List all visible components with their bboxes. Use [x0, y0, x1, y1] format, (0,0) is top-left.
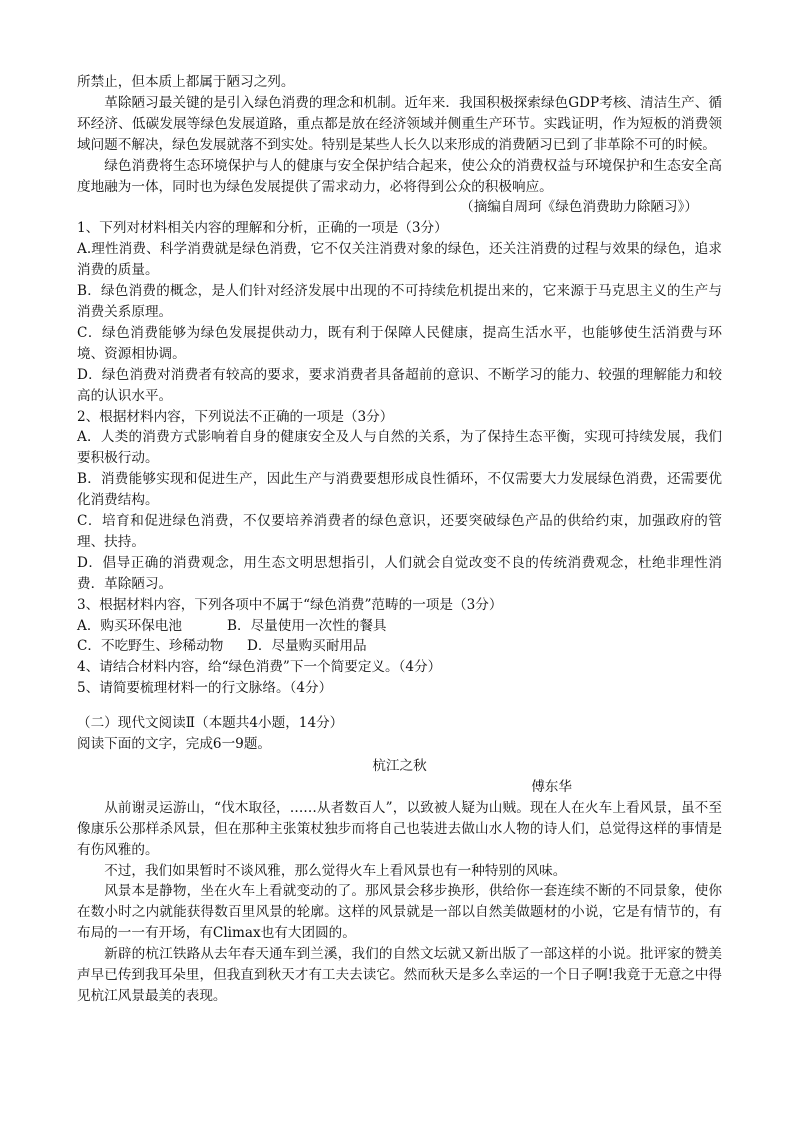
section-2-heading: （二）现代文阅读Ⅱ（本题共4小题，14分） — [77, 715, 344, 732]
question-2-option-a: A．人类的消费方式影响着自身的健康安全及人与自然的关系，为了保持生态平衡，实现可持续发展，我们要积极行动。 — [77, 429, 722, 467]
article-title: 杭江之秋 — [372, 758, 427, 774]
article-paragraph: 新辟的杭江铁路从去年春天通车到兰溪，我们的自然文坛就又新出版了一部这样的小说。批评家的赞美声早已传到我耳朵里，但我直到秋天才有工夫去读它。然而秋天是多么幸运的一个日子啊!我竟于无意之中得见杭江风景最美的表现。 — [77, 946, 722, 1004]
question-3-option-c: C．不吃野生、珍稀动物 — [77, 638, 224, 655]
question-2-stem: 2、根据材料内容，下列说法不正确的一项是（3分） — [77, 408, 394, 425]
question-3-option-a: A．购买环保电池 — [77, 617, 182, 634]
question-3-options-row-2 — [77, 636, 722, 657]
paragraph-continuation: 所禁止，但本质上都属于陋习之列。 — [77, 74, 295, 90]
document-body — [77, 72, 722, 1007]
paragraph-green-consumption-mechanism: 革除陋习最关键的是引入绿色消费的理念和机制。近年来．我国积极探索绿色GDP考核、清洁生产、循环经济、低碳发展等绿色发展道路，重点都是放在经济领域并侧重生产环节。实践证明，作为短板的消费领域问题不解决，绿色发展就落不到实处。特别是某些人长久以来形成的消费陋习已到了非革除不可的时候。 — [77, 94, 722, 153]
question-2-option-b: B．消费能够实现和促进生产，因此生产与消费要想形成良性循环，不仅需要大力发展绿色消费，还需要优化消费结构。 — [77, 471, 722, 509]
article-paragraph: 风景本是静物，坐在火车上看就变动的了。那风景会移步换形，供给你一套连续不断的不同景象，使你在数小时之内就能获得数百里风景的轮廓。这样的风景就是一部以自然美做题材的小说，它是有情节的，有布局的一一有开场，有Climax也有大团圆的。 — [77, 883, 722, 942]
question-3-stem: 3、根据材料内容，下列各项中不属于“绿色消费”范畴的一项是（3分） — [77, 596, 503, 613]
question-3-option-b: B．尽量使用一次性的餐具 — [227, 617, 387, 634]
article-paragraph: 从前谢灵运游山，“伐木取径，……从者数百人”，以致被人疑为山贼。现在人在火车上看风景，虽不至像康乐公那样杀风景，但在那种主张策杖独步而将自己也装进去做山水人物的诗人们，总觉得这样的事情是有伤风雅的。 — [77, 799, 722, 858]
question-1-stem: 1、下列对材料相关内容的理解和分析，正确的一项是（3分） — [77, 220, 448, 237]
question-3-options-row-1 — [77, 616, 722, 637]
question-1-option-b: B．绿色消费的概念，是人们针对经济发展中出现的不可持续危机提出来的，它来源于马克思主义的生产与消费关系原理。 — [77, 283, 722, 320]
question-2-option-d: D．倡导正确的消费观念，用生态文明思想指引，人们就会自觉改变不良的传统消费观念，杜绝非理性消费．革除陋习。 — [77, 554, 722, 592]
question-1-option-a: A.理性消费、科学消费就是绿色消费，它不仅关注消费对象的绿色，还关注消费的过程与效果的绿色，追求消费的质量。 — [77, 241, 722, 279]
question-3-option-d: D．尽量购买耐用品 — [247, 638, 367, 655]
question-5-stem: 5、请简要梳理材料一的行文脉络。（4分） — [77, 680, 333, 697]
article-paragraph: 不过，我们如果暂时不谈风雅，那么觉得火车上看风景也有一种特别的风味。 — [104, 862, 567, 879]
article-author: 傅东华 — [531, 778, 572, 795]
question-4-stem: 4、请结合材料内容，给“绿色消费”下一个简要定义。（4分） — [77, 659, 442, 676]
section-2-instruction: 阅读下面的文字，完成6一9题。 — [77, 736, 272, 753]
paragraph-green-consumption-integration: 绿色消费将生态环境保护与人的健康与安全保护结合起来，使公众的消费权益与环境保护和生态安全高度地融为一体，同时也为绿色发展提供了需求动力，必将得到公众的积极响应。 — [77, 157, 722, 195]
source-citation: （摘编自周珂《绿色消费助力除陋习》） — [460, 199, 698, 216]
question-2-option-c: C．培育和促进绿色消费，不仅要培养消费者的绿色意识，还要突破绿色产品的供给约束，加强政府的管理、扶持。 — [77, 513, 722, 550]
question-1-option-c: C．绿色消费能够为绿色发展提供动力，既有利于保障人民健康，提高生活水平，也能够使生活消费与环境、资源相协调。 — [77, 324, 722, 362]
question-1-option-d: D．绿色消费对消费者有较高的要求，要求消费者具备超前的意识、不断学习的能力、较强的理解能力和较高的认识水平。 — [77, 366, 722, 404]
